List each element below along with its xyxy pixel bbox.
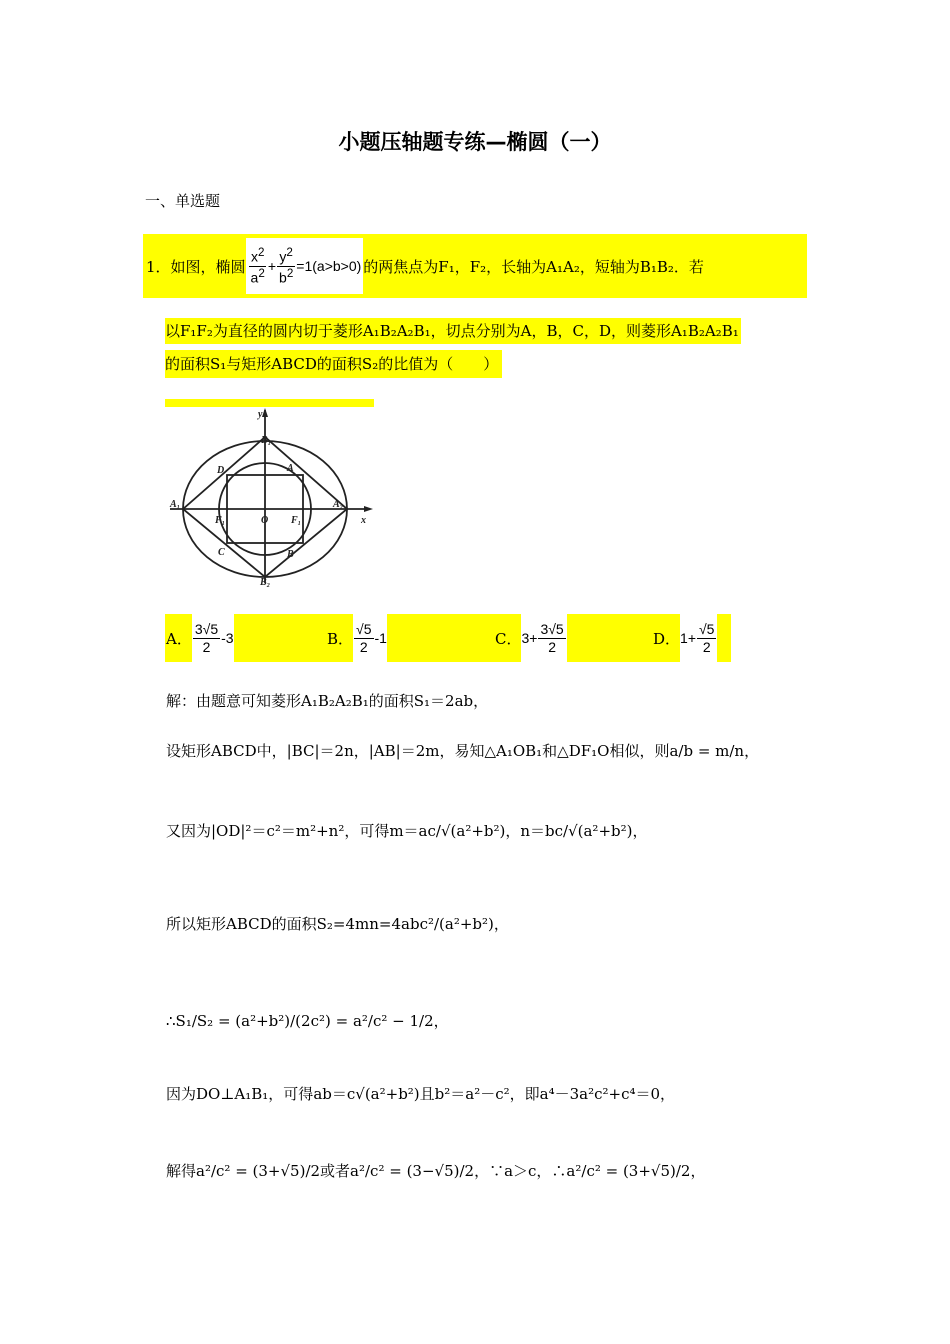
option-c[interactable]: C． 3+ 3√5 2 <box>495 614 567 662</box>
solution-line-3: 又因为|OD|²＝c²＝m²+n²，可得m＝ac/√(a²+b²)，n＝bc/√(a²+b²)， <box>166 822 648 840</box>
question-line-2: 以F₁F₂为直径的圆内切于菱形A₁B₂A₂B₁，切点分别为A，B，C，D，则菱形A₁B₂A₂B₁ <box>165 318 741 344</box>
solution-line-4: 所以矩形ABCD的面积S₂=4mn=4abc²/(a²+b²)， <box>166 915 509 933</box>
option-a[interactable]: A． 3√5 2 -3 <box>166 614 234 662</box>
option-b-label: B． <box>327 629 354 648</box>
option-d[interactable]: D． 1+ √5 2 <box>653 614 717 662</box>
question-line-3: 的面积S₁与矩形ABCD的面积S₂的比值为（ ） <box>165 350 502 378</box>
option-d-label: D． <box>653 629 681 648</box>
label-a: A <box>287 463 294 474</box>
label-c: C <box>218 547 225 558</box>
label-o: O <box>261 515 269 526</box>
solution-line-1: 解：由题意可知菱形A₁B₂A₂B₁的面积S₁＝2ab， <box>166 692 489 710</box>
option-b[interactable]: B． √5 2 -1 <box>327 614 387 662</box>
option-c-label: C． <box>495 629 522 648</box>
label-f1: F₁ <box>215 515 226 526</box>
section-heading: 一、单选题 <box>145 192 221 210</box>
ellipse-equation: $x^2$ $a^2$ + $y^2$ $b^2$ =1(a>b>0) <box>246 238 364 294</box>
question-text-1: 的两焦点为F₁，F₂，长轴为A₁A₂，短轴为B₁B₂．若 <box>363 257 704 276</box>
question-number: 1．如图，椭圆 <box>146 257 246 276</box>
option-a-label: A． <box>166 629 192 648</box>
label-b1: B₁ <box>261 435 272 446</box>
label-a2: A₂ <box>333 499 344 510</box>
label-y: y <box>258 409 263 420</box>
question-line-1 <box>143 234 807 298</box>
solution-line-7: 解得a²/c² = (3+√5)/2或者a²/c² = (3−√5)/2，∵a＞c，∴a²/c² = (3+√5)/2， <box>166 1162 706 1180</box>
page-title: 小题压轴题专练—椭圆（一） <box>338 130 612 154</box>
label-a1: A₁ <box>170 499 181 510</box>
label-b: B <box>287 549 294 560</box>
solution-line-2: 设矩形ABCD中，|BC|＝2n，|AB|＝2m，易知△A₁OB₁和△DF₁O相似，则a/b = m/n， <box>166 742 760 760</box>
label-x: x <box>361 515 366 526</box>
label-d: D <box>217 465 225 476</box>
label-f2: F₁ <box>291 515 302 526</box>
options-row <box>165 614 731 662</box>
ellipse-figure <box>165 405 380 590</box>
label-b2: B₂ <box>260 577 271 588</box>
solution-line-6: 因为DO⊥A₁B₁，可得ab＝c√(a²+b²)且b²＝a²－c²，即a⁴－3a²c²+c⁴＝0， <box>166 1085 676 1103</box>
solution-line-5: ∴S₁/S₂ = (a²+b²)/(2c²) = a²/c² − 1/2， <box>166 1012 449 1030</box>
